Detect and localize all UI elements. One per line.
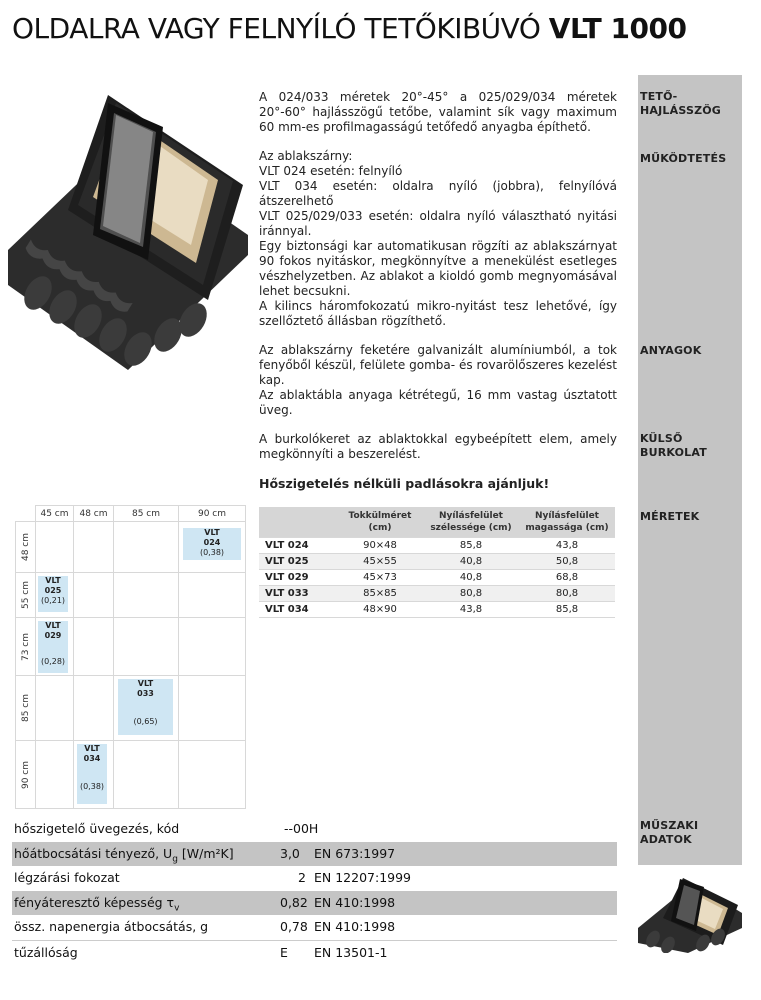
- model-area: (0,65): [133, 717, 158, 726]
- text-op-other: VLT 025/029/033 esetén: oldalra nyíló választható nyitási iránnyal.: [259, 209, 617, 238]
- sidebar-label-cladding: KÜLSŐ BURKOLAT: [640, 432, 707, 459]
- model-area: (0,21): [40, 596, 66, 605]
- tech-row-glazing: [12, 817, 617, 842]
- dims-header-width: Nyílásfelület szélessége (cm): [423, 507, 519, 537]
- table-row: [259, 601, 615, 617]
- dims-cell: 48×90: [337, 601, 423, 617]
- grid-row-90: 90 cm: [20, 760, 31, 789]
- dims-header-model: [259, 507, 337, 537]
- tech-label-unit: [W/m²K]: [177, 845, 234, 861]
- model-name: VLT 034: [83, 744, 101, 763]
- model-vlt-029: [38, 621, 68, 673]
- grid-col-45: 45 cm: [36, 506, 74, 522]
- tech-standard: EN 410:1998: [314, 919, 396, 935]
- tech-label: [14, 846, 234, 865]
- tech-value: --00H: [284, 821, 319, 836]
- tech-standard: EN 410:1998: [314, 894, 396, 910]
- dims-cell: 50,8: [519, 553, 615, 569]
- tech-row-u-value: [12, 842, 617, 867]
- dims-cell: 45×55: [337, 553, 423, 569]
- table-row: [259, 537, 615, 553]
- dims-cell: 80,8: [423, 585, 519, 601]
- model-name: VLT 033: [137, 679, 154, 698]
- grid-col-85: 85 cm: [114, 506, 179, 522]
- dimensions-table: [259, 507, 615, 618]
- dims-cell: 85×85: [337, 585, 423, 601]
- text-op-034: VLT 034 esetén: oldalra nyíló (jobbra), felnyílóvá átszerelhető: [259, 179, 617, 208]
- dims-header-frame: Tokkülméret (cm): [337, 507, 423, 537]
- dims-header-height: Nyílásfelület magassága (cm): [519, 507, 615, 537]
- roof-window-illustration: [8, 85, 248, 370]
- tech-label-sub: g: [172, 854, 178, 865]
- sidebar-label-technical: MŰSZAKI ADATOK: [640, 819, 699, 846]
- sidebar-label-sizes: MÉRETEK: [640, 510, 700, 523]
- sidebar-panel: [638, 75, 742, 865]
- grid-row-85: 85 cm: [20, 693, 31, 723]
- grid-row-55: 55 cm: [20, 580, 31, 610]
- tech-standard: EN 12207:1999: [314, 870, 412, 886]
- table-row: [259, 585, 615, 601]
- title-model: VLT 1000: [548, 12, 687, 45]
- tech-row-light-transmission: [12, 891, 617, 916]
- dims-cell: 90×48: [337, 537, 423, 553]
- dims-cell: 45×73: [337, 569, 423, 585]
- text-cladding: A burkolókeret az ablaktokkal egybeépített elem, amely megkönnyíti a beszerelést.: [259, 432, 617, 461]
- grid-row-73: 73 cm: [20, 632, 31, 661]
- sidebar-label-roof-pitch: TETŐ- HAJLÁSSZÖG: [640, 90, 722, 117]
- model-vlt-025: [38, 576, 68, 612]
- dims-cell: VLT 025: [259, 553, 337, 569]
- dims-cell: 43,8: [423, 601, 519, 617]
- model-vlt-033: [118, 679, 173, 735]
- title-main: OLDALRA VAGY FELNYÍLÓ TETŐKIBÚVÓ: [12, 12, 549, 45]
- dims-cell: 68,8: [519, 569, 615, 585]
- tech-value: 0,82: [280, 894, 308, 910]
- model-area: (0,28): [40, 657, 66, 666]
- tech-label: [14, 895, 179, 914]
- dims-cell: VLT 029: [259, 569, 337, 585]
- grid-col-90: 90 cm: [179, 506, 246, 522]
- tech-label-text: fényáteresztő képesség τ: [14, 894, 175, 910]
- tech-standard: EN 673:1997: [314, 845, 396, 861]
- text-op-safety: Egy biztonsági kar automatikusan rögzíti az ablakszárnyat 90 fokos nyitáskor, megkönnyítve a menekülést esetleges vészhelyzetben. Az ablakot a kioldó gomb megnyomásával lehet becsukni.: [259, 239, 617, 298]
- text-materials-1: Az ablakszárny feketére galvanizált alumíniumból, a tok fenyőből készül, felülete gomba- és rovarölőszeres kezelést kap.: [259, 343, 617, 387]
- dims-cell: VLT 033: [259, 585, 337, 601]
- tech-standard: EN 13501-1: [314, 944, 388, 960]
- text-op-handle: A kilincs háromfokozatú mikro-nyitást tesz lehetővé, így szellőztető állásban rögzíthető.: [259, 299, 617, 328]
- grid-row-48: 48 cm: [20, 532, 31, 562]
- tech-row-fire: [12, 940, 617, 965]
- dims-cell: 80,8: [519, 585, 615, 601]
- dims-cell: 40,8: [423, 569, 519, 585]
- tech-value: 3,0: [280, 845, 300, 861]
- page-title: [12, 12, 686, 45]
- tech-label-text: hőátbocsátási tényező, U: [14, 845, 173, 861]
- dims-cell: VLT 024: [259, 537, 337, 553]
- tech-label: hőszigetelő üvegezés, kód: [14, 821, 180, 836]
- dims-cell: 85,8: [519, 601, 615, 617]
- model-name: VLT 029: [44, 621, 62, 640]
- text-op-024: VLT 024 esetén: felnyíló: [259, 164, 403, 178]
- dims-cell: VLT 034: [259, 601, 337, 617]
- tech-value: E: [280, 944, 288, 960]
- model-area: (0,38): [79, 782, 105, 791]
- table-row: [259, 553, 615, 569]
- tech-label-sub: v: [174, 903, 180, 914]
- tech-row-airtightness: [12, 866, 617, 891]
- tech-value: 0,78: [280, 919, 308, 935]
- tech-label: légzárási fokozat: [14, 870, 120, 886]
- sidebar-label-materials: ANYAGOK: [640, 344, 702, 357]
- table-row: [259, 569, 615, 585]
- size-grid: [15, 505, 246, 809]
- model-vlt-024: [183, 528, 241, 560]
- dims-cell: 40,8: [423, 553, 519, 569]
- text-pitch: A 024/033 méretek 20°-45° a 025/029/034 méretek 20°-60° hajlásszögű tetőbe, valamint sík vagy maximum 60 mm-es profilmagasságú tetőfedő anyagba építhető.: [259, 90, 617, 134]
- model-name: VLT 024: [203, 528, 221, 547]
- model-name: VLT 025: [44, 576, 62, 595]
- text-op-intro: Az ablakszárny:: [259, 149, 353, 163]
- dims-cell: 85,8: [423, 537, 519, 553]
- technical-data: [12, 817, 617, 965]
- model-vlt-034: [77, 744, 107, 804]
- text-recommend: Hőszigetelés nélküli padlásokra ajánljuk!: [259, 476, 550, 491]
- sidebar-label-operation: MŰKÖDTETÉS: [640, 152, 727, 165]
- tech-row-solar-energy: [12, 915, 617, 940]
- tech-label: tűzállóság: [14, 944, 78, 960]
- tech-value: 2: [298, 870, 306, 886]
- grid-col-48: 48 cm: [74, 506, 114, 522]
- text-materials-2: Az ablaktábla anyaga kétrétegű, 16 mm vastag úsztatott üveg.: [259, 388, 617, 417]
- dims-cell: 43,8: [519, 537, 615, 553]
- model-area: (0,38): [199, 548, 225, 557]
- description-text: [259, 90, 617, 491]
- tech-label: össz. napenergia átbocsátás, g: [14, 919, 209, 935]
- roof-window-thumbnail: [638, 873, 742, 953]
